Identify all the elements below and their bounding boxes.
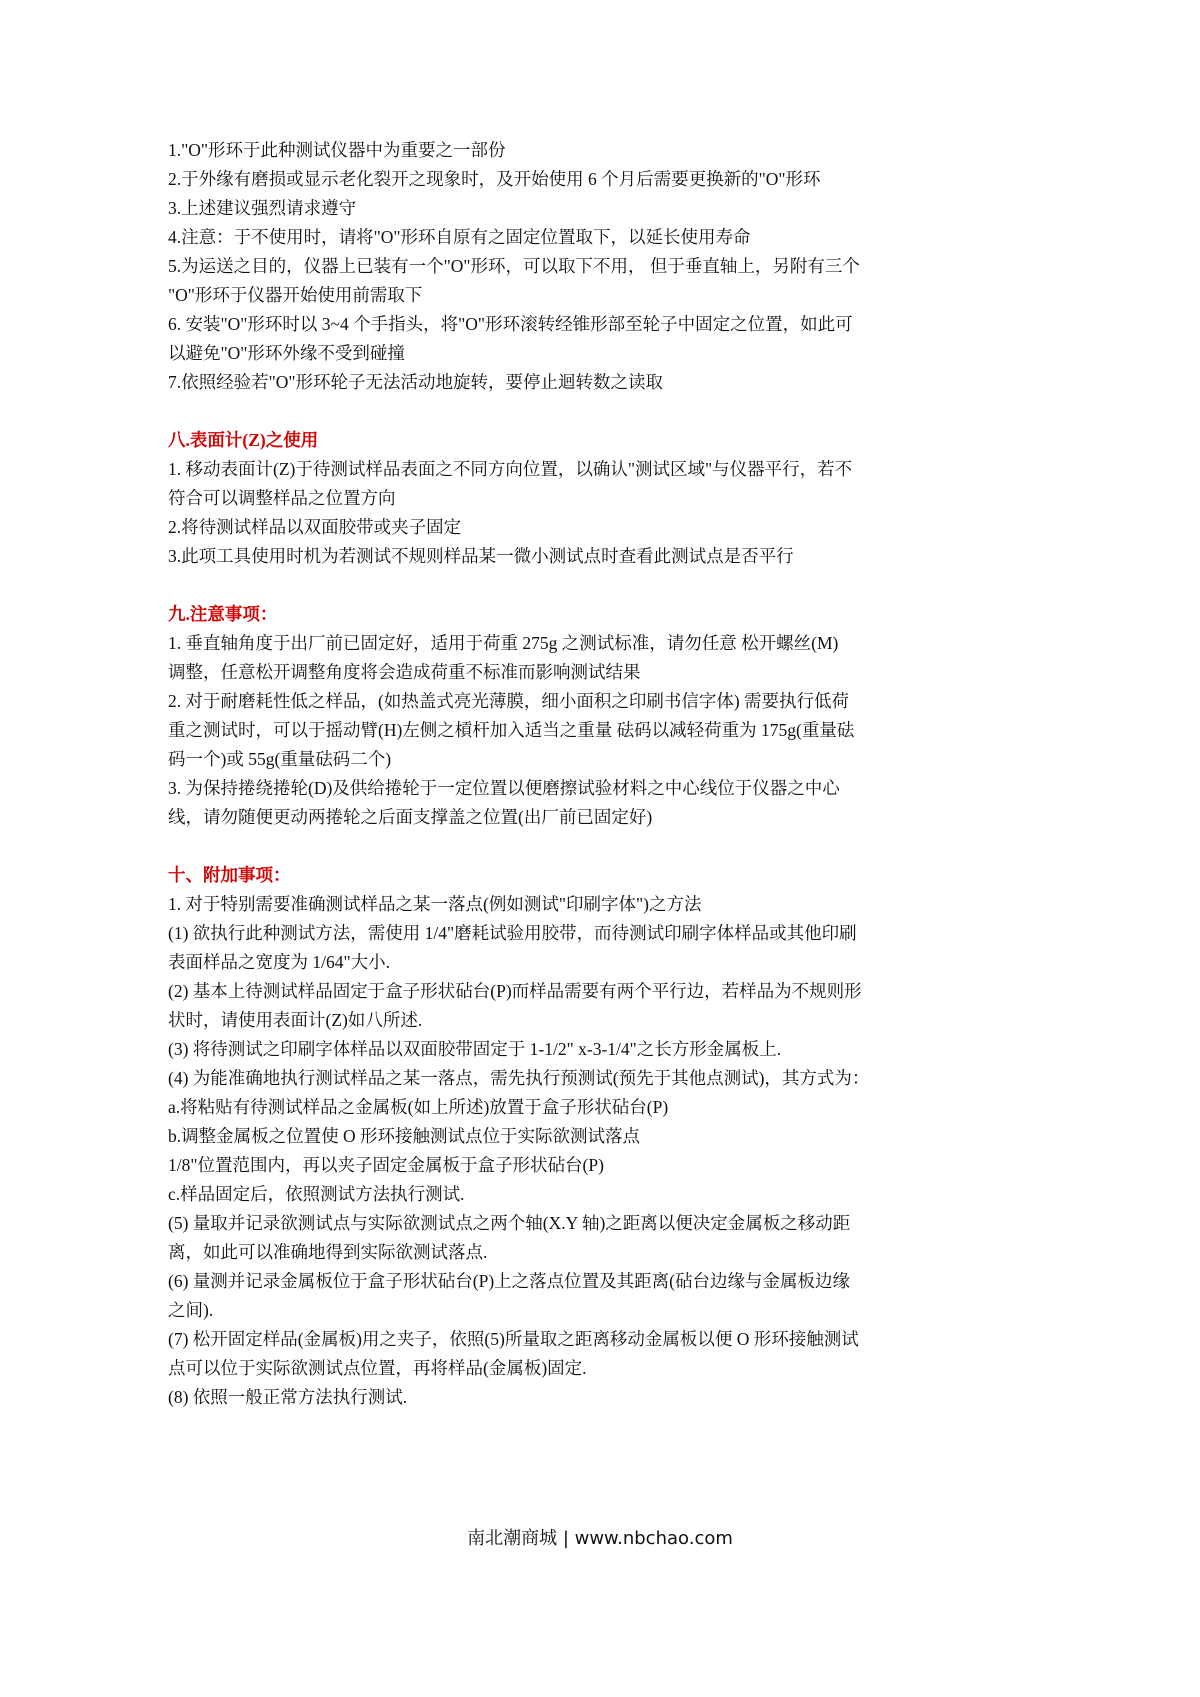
text-line: a.将粘贴有待测试样品之金属板(如上所述)放置于盒子形状砧台(P) bbox=[168, 1097, 669, 1117]
text-line: 码一个)或 55g(重量砝码二个) bbox=[168, 749, 392, 769]
paragraph bbox=[168, 1064, 948, 1093]
text-line: (3) 将待测试之印刷字体样品以双面胶带固定于 1-1/2" x-3-1/4"之长方形金属板上. bbox=[168, 1039, 782, 1059]
paragraph bbox=[168, 136, 948, 165]
paragraph bbox=[168, 542, 948, 571]
text-line: 5.为运送之目的，仪器上已装有一个"O"形环，可以取下不用， 但于垂直轴上，另附有三个 bbox=[168, 256, 860, 276]
text-line: 2.于外缘有磨损或显示老化裂开之现象时，及开始使用 6 个月后需要更换新的"O"形环 bbox=[168, 169, 821, 189]
text-line: 调整，任意松开调整角度将会造成荷重不标准而影响测试结果 bbox=[168, 662, 641, 682]
paragraph bbox=[168, 1267, 948, 1325]
paragraph bbox=[168, 919, 948, 977]
text-line: 点可以位于实际欲测试点位置，再将样品(金属板)固定. bbox=[168, 1358, 587, 1378]
text-line: 之间). bbox=[168, 1300, 214, 1320]
text-line: 3.此项工具使用时机为若测试不规则样品某一微小测试点时查看此测试点是否平行 bbox=[168, 546, 794, 566]
section-heading: 八.表面计(Z)之使用 bbox=[168, 430, 319, 450]
text-line: 1. 移动表面计(Z)于待测试样品表面之不同方向位置，以确认"测试区域"与仪器平行，若不 bbox=[168, 459, 853, 479]
paragraph bbox=[168, 455, 948, 513]
text-line: (2) 基本上待测试样品固定于盒子形状砧台(P)而样品需要有两个平行边，若样品为不规则形 bbox=[168, 981, 862, 1001]
paragraph bbox=[168, 977, 948, 1035]
paragraph bbox=[168, 165, 948, 194]
text-line: (5) 量取并记录欲测试点与实际欲测试点之两个轴(X.Y 轴)之距离以便决定金属板之移动距 bbox=[168, 1213, 851, 1233]
paragraph bbox=[168, 1209, 948, 1267]
paragraph bbox=[168, 1122, 948, 1151]
paragraph bbox=[168, 1151, 948, 1180]
text-line: (4) 为能准确地执行测试样品之某一落点，需先执行预测试(预先于其他点测试)，其方式为： bbox=[168, 1068, 870, 1088]
text-line: 1. 对于特别需要准确测试样品之某一落点(例如测试"印刷字体")之方法 bbox=[168, 894, 702, 914]
text-line: 线，请勿随便更动两捲轮之后面支撑盖之位置(出厂前已固定好) bbox=[168, 807, 653, 827]
text-line: 2.将待测试样品以双面胶带或夹子固定 bbox=[168, 517, 462, 537]
text-line: 离，如此可以准确地得到实际欲测试落点. bbox=[168, 1242, 488, 1262]
text-line: b.调整金属板之位置使 O 形环接触测试点位于实际欲测试落点 bbox=[168, 1126, 641, 1146]
section-heading: 九.注意事项： bbox=[168, 604, 278, 624]
paragraph bbox=[168, 890, 948, 919]
paragraph bbox=[168, 1035, 948, 1064]
text-line: 4.注意：于不使用时，请将"O"形环自原有之固定位置取下，以延长使用寿命 bbox=[168, 227, 751, 247]
text-line: 状时，请使用表面计(Z)如八所述. bbox=[168, 1010, 423, 1030]
text-line: 以避免"O"形环外缘不受到碰撞 bbox=[168, 343, 405, 363]
text-line: 符合可以调整样品之位置方向 bbox=[168, 488, 396, 508]
text-line: 6. 安装"O"形环时以 3~4 个手指头，将"O"形环滚转经锥形部至轮子中固定之位置，如此可 bbox=[168, 314, 853, 334]
paragraph bbox=[168, 194, 948, 223]
section-gap bbox=[168, 832, 948, 861]
text-line: 2. 对于耐磨耗性低之样品，(如热盖式亮光薄膜，细小面积之印刷书信字体) 需要执行低荷 bbox=[168, 691, 850, 711]
paragraph bbox=[168, 513, 948, 542]
paragraph bbox=[168, 774, 948, 832]
text-line: 表面样品之宽度为 1/64"大小. bbox=[168, 952, 391, 972]
paragraph bbox=[168, 1383, 948, 1412]
paragraph bbox=[168, 629, 948, 687]
text-line: 3.上述建议强烈请求遵守 bbox=[168, 198, 357, 218]
paragraph bbox=[168, 1325, 948, 1383]
text-line: 3. 为保持捲绕捲轮(D)及供给捲轮于一定位置以便磨擦试验材料之中心线位于仪器之中心 bbox=[168, 778, 840, 798]
text-line: (8) 依照一般正常方法执行测试. bbox=[168, 1387, 408, 1407]
paragraph bbox=[168, 252, 948, 310]
paragraph bbox=[168, 223, 948, 252]
section-heading: 十、附加事项： bbox=[168, 865, 291, 885]
paragraph bbox=[168, 1180, 948, 1209]
text-line: c.样品固定后，依照测试方法执行测试. bbox=[168, 1184, 465, 1204]
text-line: 7.依照经验若"O"形环轮子无法活动地旋转，要停止迴转数之读取 bbox=[168, 372, 664, 392]
footer-site-name: 南北潮商城 | www.nbchao.com bbox=[467, 1528, 733, 1549]
text-line: (6) 量测并记录金属板位于盒子形状砧台(P)上之落点位置及其距离(砧台边缘与金属板边缘 bbox=[168, 1271, 850, 1291]
section-gap bbox=[168, 571, 948, 600]
document-body bbox=[168, 136, 948, 1412]
paragraph bbox=[168, 368, 948, 397]
text-line: (7) 松开固定样品(金属板)用之夹子，依照(5)所量取之距离移动金属板以便 O 形环接触测试 bbox=[168, 1329, 859, 1349]
text-line: 1."O"形环于此种测试仪器中为重要之一部份 bbox=[168, 140, 506, 160]
text-line: (1) 欲执行此种测试方法，需使用 1/4"磨耗试验用胶带，而待测试印刷字体样品或其他印刷 bbox=[168, 923, 857, 943]
text-line: 1/8"位置范围内，再以夹子固定金属板于盒子形状砧台(P) bbox=[168, 1155, 604, 1175]
text-line: "O"形环于仪器开始使用前需取下 bbox=[168, 285, 423, 305]
text-line: 1. 垂直轴角度于出厂前已固定好，适用于荷重 275g 之测试标准，请勿任意 松开螺丝(M) bbox=[168, 633, 839, 653]
section-gap bbox=[168, 397, 948, 426]
paragraph bbox=[168, 687, 948, 774]
paragraph bbox=[168, 310, 948, 368]
text-line: 重之测试时，可以于摇动臂(H)左侧之槓杆加入适当之重量 砝码以减轻荷重为 175g(重量砝 bbox=[168, 720, 855, 740]
paragraph bbox=[168, 1093, 948, 1122]
